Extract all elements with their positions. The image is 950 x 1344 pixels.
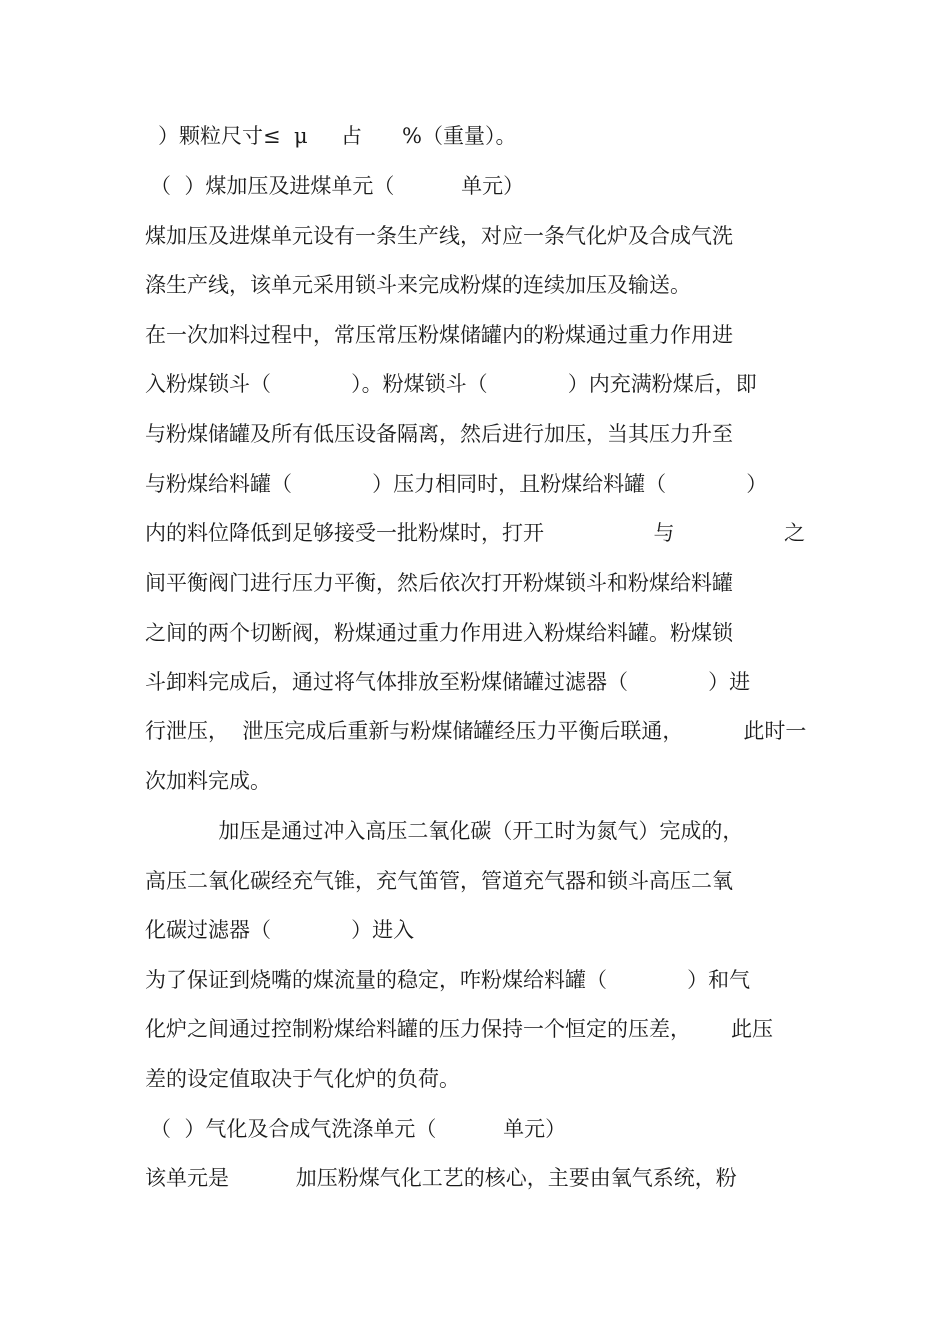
text-line-3: 煤加压及进煤单元设有一条生产线，对应一条气化炉及合成气洗 [145, 224, 733, 248]
text-line-13: 行泄压， 泄压完成后重新与粉煤储罐经压力平衡后联通， 此时一 [145, 719, 807, 743]
text-line-22: 该单元是 加压粉煤气化工艺的核心，主要由氧气系统，粉 [145, 1166, 737, 1190]
section-heading-gasification: （ ）气化及合成气洗涤单元（ 单元） [150, 1117, 567, 1141]
text-line-8: 与粉煤给料罐（ ）压力相同时，且粉煤给料罐（ ） [145, 472, 768, 496]
text-line-9-part-1: 内的料位降低到足够接受一批粉煤时，打开 [145, 521, 544, 545]
text-line-18: 为了保证到烧嘴的煤流量的稳定，咋粉煤给料罐（ ）和气 [145, 968, 751, 992]
text-line-5: 在一次加料过程中，常压常压粉煤储罐内的粉煤通过重力作用进 [145, 323, 733, 347]
text-line-9-part-2: 与 [653, 521, 675, 545]
text-line-14: 次加料完成。 [145, 769, 271, 793]
text-line-11: 之间的两个切断阀，粉煤通过重力作用进入粉煤给料罐。粉煤锁 [145, 621, 733, 645]
text-line-9 [145, 518, 805, 548]
section-heading-coal-pressurization: （ ）煤加压及进煤单元（ 单元） [150, 174, 525, 198]
text-line-17: 化碳过滤器（ ）进入 [145, 918, 415, 942]
text-line-1: ）颗粒尺寸≤ μ 占 %（重量）。 [158, 124, 517, 148]
text-line-6: 入粉煤锁斗（ ）。粉煤锁斗（ ）内充满粉煤后，即 [145, 372, 757, 396]
text-line-4: 涤生产线，该单元采用锁斗来完成粉煤的连续加压及输送。 [145, 273, 691, 297]
text-line-9-part-3: 之 [784, 521, 805, 545]
text-line-15: 加压是通过冲入高压二氧化碳（开工时为氮气）完成的， [145, 819, 744, 843]
text-line-10: 间平衡阀门进行压力平衡，然后依次打开粉煤锁斗和粉煤给料罐 [145, 571, 733, 595]
text-line-12: 斗卸料完成后，通过将气体排放至粉煤储罐过滤器（ ）进 [145, 670, 751, 694]
text-line-19: 化炉之间通过控制粉煤给料罐的压力保持一个恒定的压差， 此压 [145, 1017, 774, 1041]
text-line-20: 差的设定值取决于气化炉的负荷。 [145, 1067, 460, 1091]
text-line-16: 高压二氧化碳经充气锥，充气笛管，管道充气器和锁斗高压二氧 [145, 869, 733, 893]
text-line-7: 与粉煤储罐及所有低压设备隔离，然后进行加压，当其压力升至 [145, 422, 733, 446]
